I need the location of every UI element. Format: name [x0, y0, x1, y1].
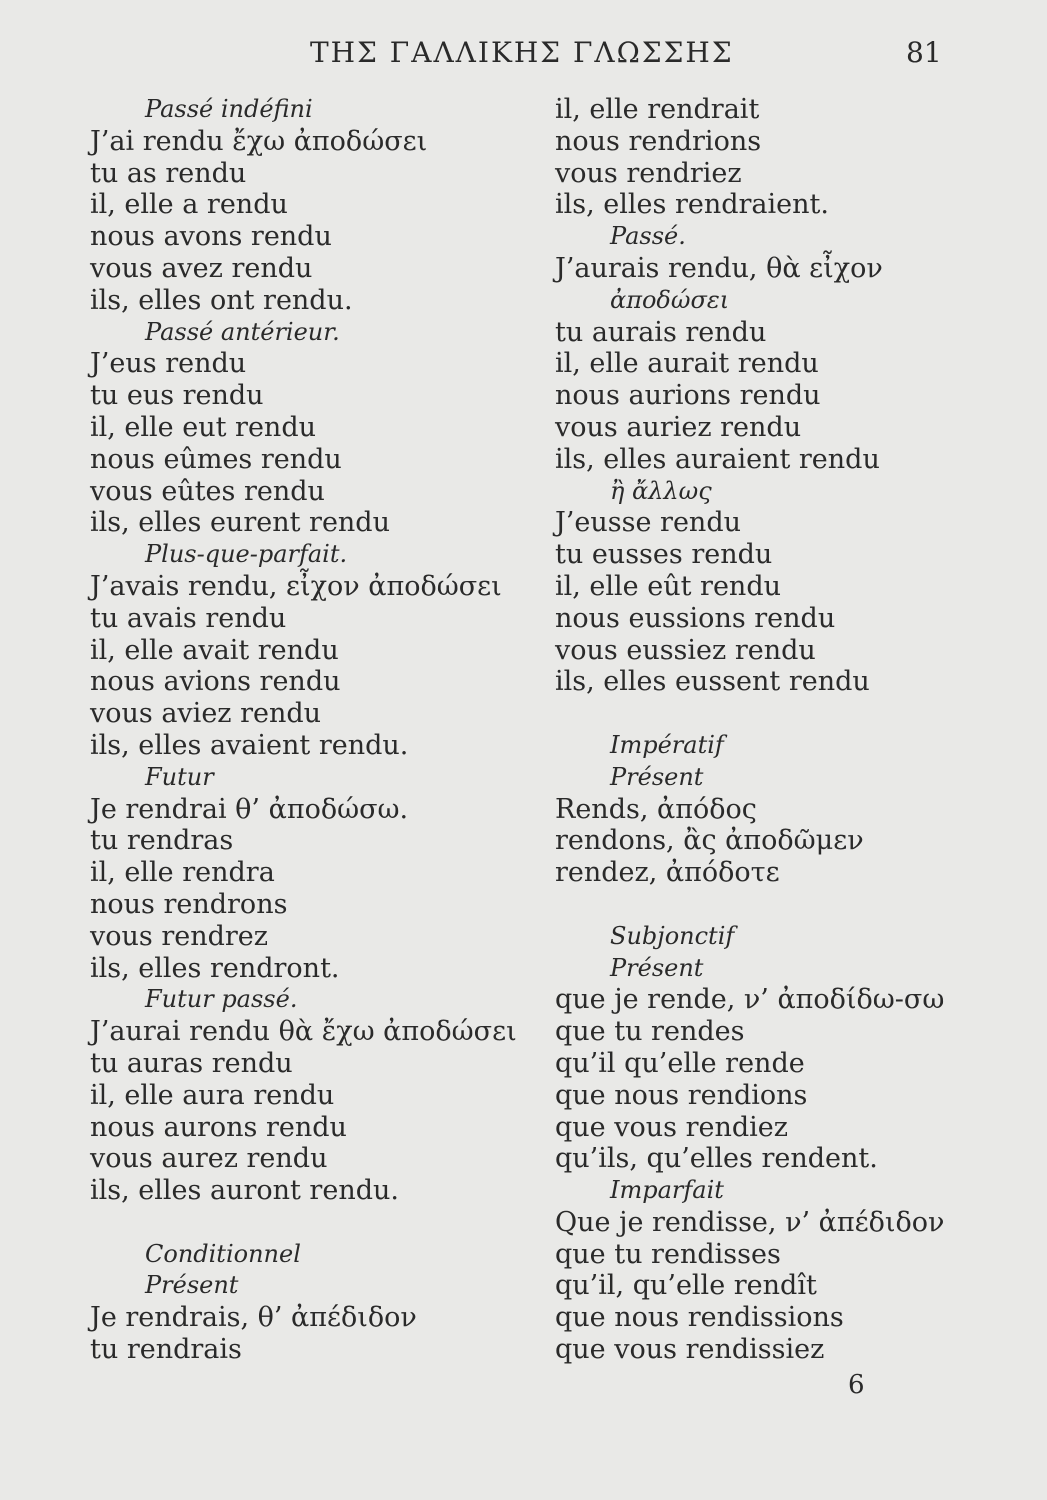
section-heading: Imparfait	[610, 1176, 724, 1205]
text-line: qu’il, qu’elle rendît	[555, 1270, 817, 1302]
text-line: Je rendrai θ’ ἀποδώσω.	[90, 793, 409, 825]
text-line: nous rendrions	[555, 125, 762, 157]
text-line: J’eus rendu	[90, 348, 247, 380]
text-line: tu eusses rendu	[555, 539, 773, 571]
text-line: vous auriez rendu	[555, 411, 802, 443]
text-line: J’aurais rendu, θὰ εἶχον	[555, 252, 883, 284]
page-number: 81	[906, 36, 942, 69]
section-heading: ἢ ἄλλως	[610, 476, 712, 505]
text-line: il, elle aura rendu	[90, 1079, 335, 1111]
text-line: ils, elles avaient rendu.	[90, 729, 409, 761]
section-heading: Futur	[145, 762, 214, 791]
section-heading: Plus-que-parfait.	[145, 540, 348, 569]
text-line: que tu rendes	[555, 1016, 745, 1048]
text-line: que vous rendissiez	[555, 1334, 825, 1366]
text-line: nous eûmes rendu	[90, 443, 342, 475]
section-heading: Conditionnel	[145, 1239, 301, 1268]
text-line: vous eûtes rendu	[90, 475, 325, 507]
text-line: J’ai rendu ἔχω ἀποδώσει	[90, 125, 428, 157]
text-line: il, elle avait rendu	[90, 634, 339, 666]
text-line: il, elle a rendu	[90, 189, 288, 221]
text-line: vous aviez rendu	[90, 698, 322, 730]
text-line: tu aurais rendu	[555, 316, 767, 348]
text-line: Rends, ἀπόδος	[555, 793, 757, 825]
text-line: J’avais rendu, εἶχον ἀποδώσει	[90, 570, 502, 602]
text-line: ils, elles ont rendu.	[90, 284, 353, 316]
text-line: Que je rendisse, ν’ ἀπέδιδον	[555, 1206, 945, 1238]
text-line: nous avions rendu	[90, 666, 341, 698]
text-line: vous eussiez rendu	[555, 634, 816, 666]
text-line: que nous rendissions	[555, 1302, 844, 1334]
text-line: tu auras rendu	[90, 1047, 293, 1079]
text-line: il, elle eut rendu	[90, 411, 316, 443]
text-line: tu eus rendu	[90, 380, 264, 412]
text-line: nous rendrons	[90, 888, 288, 920]
text-line: ils, elles eussent rendu	[555, 666, 870, 698]
text-line: qu’il qu’elle rende	[555, 1047, 805, 1079]
text-line: ils, elles rendraient.	[555, 189, 829, 221]
section-heading: Présent	[610, 762, 704, 791]
left-column	[90, 94, 530, 1366]
text-line: nous aurions rendu	[555, 380, 821, 412]
text-line: il, elle aurait rendu	[555, 348, 819, 380]
right-column	[555, 94, 995, 1366]
section-heading: Subjonctif	[610, 921, 735, 950]
blank-line	[555, 889, 995, 921]
text-line: que je rende, ν’ ἀποδίδω-σω	[555, 984, 945, 1016]
text-line: il, elle rendra	[90, 857, 275, 889]
section-heading: Passé indéfini	[145, 95, 313, 123]
blank-line	[90, 1207, 530, 1239]
section-heading: Passé.	[610, 222, 686, 251]
signature-mark: 6	[848, 1370, 865, 1400]
text-line: J’aurai rendu θὰ ἔχω ἀποδώσει	[90, 1016, 517, 1048]
text-line: rendez, ἀπόδοτε	[555, 857, 780, 889]
text-line: Je rendrais, θ’ ἀπέδιδον	[90, 1302, 417, 1334]
text-line: nous avons rendu	[90, 221, 332, 253]
text-line: que vous rendiez	[555, 1111, 788, 1143]
text-line: il, elle rendrait	[555, 94, 760, 125]
section-heading: Passé antérieur.	[145, 317, 340, 346]
text-line: J’eusse rendu	[555, 507, 741, 539]
text-line: tu as rendu	[90, 157, 247, 189]
text-line: qu’ils, qu’elles rendent.	[555, 1143, 878, 1175]
text-line: vous rendrez	[90, 920, 269, 952]
text-line: ils, elles auraient rendu	[555, 443, 880, 475]
section-heading: Présent	[145, 1271, 239, 1300]
section-heading: Présent	[610, 953, 704, 982]
text-line: ils, elles eurent rendu	[90, 507, 390, 539]
blank-line	[555, 698, 995, 730]
text-line: vous aurez rendu	[90, 1143, 328, 1175]
running-title: ΤΗΣ ΓΑΛΛΙΚΗΣ ΓΛΩΣΣΗΣ	[310, 36, 734, 69]
text-line: vous rendriez	[555, 157, 742, 189]
text-line: vous avez rendu	[90, 252, 313, 284]
text-line: nous eussions rendu	[555, 602, 836, 634]
section-heading: Futur passé.	[145, 985, 298, 1014]
text-line: que tu rendisses	[555, 1238, 781, 1270]
text-line: ils, elles auront rendu.	[90, 1175, 399, 1207]
text-line: nous aurons rendu	[90, 1111, 347, 1143]
section-heading: ἀποδώσει	[610, 285, 730, 314]
text-line: tu rendras	[90, 825, 234, 857]
text-line: tu avais rendu	[90, 602, 287, 634]
section-heading: Impératif	[610, 730, 724, 759]
text-line: il, elle eût rendu	[555, 570, 781, 602]
text-line: rendons, ἂς ἀποδῶμεν	[555, 825, 864, 857]
text-line: tu rendrais	[90, 1334, 242, 1366]
text-line: que nous rendions	[555, 1079, 808, 1111]
text-line: ils, elles rendront.	[90, 952, 340, 984]
